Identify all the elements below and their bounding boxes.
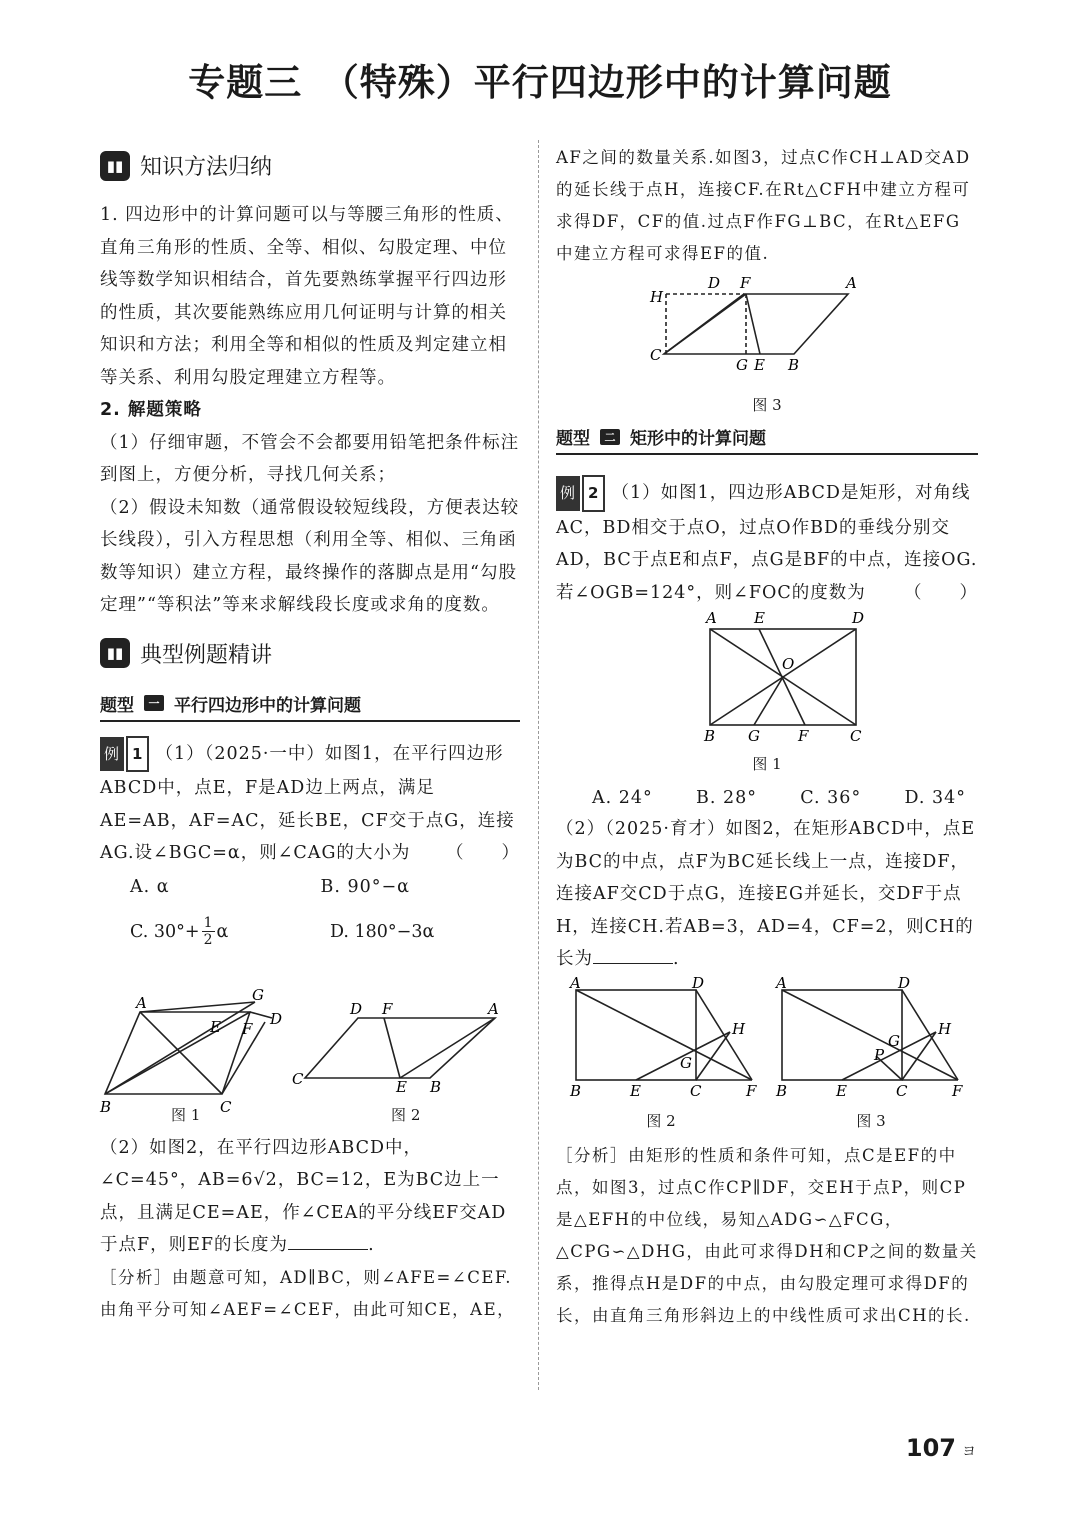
example-2-analysis: ［分析］由矩形的性质和条件可知，点C是EF的中点，如图3，过点C作CP∥DF，交EH于点P，则CP是△EFH的中位线，易知△ADG∽△FCG，△CPG∽△DHG，由此可求得DH和CP之间的数量关系，推得点H是DF的中点，由勾股定理可求得DF的长，由直角三角形斜边上的中线性质可求出CH的长.	[556, 1145, 978, 1325]
svg-text:B: B	[100, 1097, 112, 1116]
svg-text:D: D	[270, 1009, 283, 1028]
svg-text:C: C	[292, 1069, 304, 1088]
svg-text:G: G	[252, 985, 264, 1004]
example-1-choices-ab	[100, 870, 410, 904]
parallelogram-figure-2	[305, 1018, 495, 1078]
svg-text:E: E	[754, 609, 765, 627]
strategy-2: （2）假设未知数（通常假设较短线段，方便表达较长线段），引入方程思想（利用全等、相似、三角函数等知识）建立方程，最终操作的落脚点是用“勾股定理”“等积法”等来求解线段长度或求角的度数。	[100, 497, 520, 615]
svg-text:F: F	[952, 1081, 963, 1100]
example-1-q1: 例 1 （1）（2025·一中）如图1，在平行四边形ABCD中，点E，F是AD边上两点，满足AE=AB，AF=AC，延长BE，CF交于点G，连接AG.设∠BGC=α，则∠CAG的大小为 （ ）	[100, 736, 520, 870]
svg-text:B: B	[788, 356, 800, 374]
svg-text:F: F	[242, 1019, 253, 1038]
choice-c: C. 36°	[800, 788, 862, 808]
type-1-badge: 一	[144, 695, 164, 711]
choice-c: C. 30°+ $\frac{1}{2}$ α	[130, 915, 229, 948]
page-number-mark: ヨ	[962, 1444, 976, 1460]
svg-text:G: G	[748, 727, 760, 745]
svg-text:F: F	[382, 999, 393, 1018]
fig-2-caption: 图 2	[391, 1105, 421, 1124]
book-icon: ▮▮	[100, 638, 130, 668]
type-1-bar	[100, 691, 520, 722]
example-1-choices-cd	[100, 904, 520, 960]
svg-text:D: D	[898, 973, 911, 992]
svg-text:H: H	[938, 1019, 952, 1038]
svg-text:E: E	[836, 1081, 847, 1100]
svg-text:H: H	[732, 1019, 746, 1038]
section-knowledge-label: 知识方法归纳	[140, 155, 273, 180]
page-title: 专题三 （特殊）平行四边形中的计算问题	[188, 61, 892, 104]
fig-3-caption: 图 3	[856, 1111, 886, 1130]
svg-text:C: C	[850, 727, 862, 745]
svg-text:G: G	[736, 356, 748, 374]
knowledge-point-2-heading: 2. 解题策略	[100, 400, 202, 420]
type-2-badge: 二	[600, 429, 620, 445]
svg-text:E: E	[754, 356, 765, 374]
example-2-q2: （2）（2025·育才）如图2，在矩形ABCD中，点E为BC的中点，点F为BC延长线上一点，连接DF，连接AF交CD于点G，连接EG并延长，交DF于点H，连接CH.若AB=3，AD=4，CF=2，则CH的长为 .	[556, 819, 976, 969]
type-1-label: 平行四边形中的计算问题	[174, 695, 361, 716]
section-examples-label: 典型例题精讲	[140, 642, 273, 668]
svg-text:B: B	[430, 1077, 442, 1096]
svg-text:D: D	[692, 973, 705, 992]
svg-text:B: B	[776, 1081, 788, 1100]
strategy-1: （1）仔细审题，不管会不会都要用铅笔把条件标注到图上，方便分析，寻找几何关系；	[100, 432, 520, 485]
example-1-badge: 例 1	[100, 736, 149, 773]
example-1-q2: （2）如图2，在平行四边形ABCD中，∠C=45°，AB=6√2，BC=12，E为BC边上一点，且满足CE=AE，作∠CEA的平分线EF交AD于点F，则EF的长度为 .	[100, 1137, 507, 1255]
page-number: 107	[905, 1434, 956, 1462]
example-1-fig-3-caption: 图 3	[752, 396, 782, 414]
parallelogram-figure-1	[105, 1002, 272, 1094]
svg-text:G: G	[680, 1053, 692, 1072]
svg-text:C: C	[650, 346, 662, 364]
book-icon: ▮▮	[100, 151, 130, 181]
answer-blank	[593, 946, 673, 965]
left-column	[100, 150, 520, 1326]
svg-text:F: F	[746, 1081, 757, 1100]
svg-text:A: A	[488, 999, 499, 1018]
choice-b: B. 90°−α	[320, 876, 410, 897]
type-2-label: 矩形中的计算问题	[630, 429, 766, 449]
example-2-fig-captions	[556, 1110, 978, 1140]
column-divider	[538, 140, 539, 1390]
svg-text:B: B	[570, 1081, 582, 1100]
knowledge-point-1: 1. 四边形中的计算问题可以与等腰三角形的性质、直角三角形的性质、全等、相似、勾股定理、中位线等数学知识相结合，首先要熟练掌握平行四边形的性质，其次要能熟练应用几何证明与计算的相关知识和方法；利用全等和相似的性质及判定建立相等关系、利用勾股定理建立方程等。	[100, 205, 514, 388]
example-1-fig-captions	[100, 1104, 520, 1132]
svg-text:A: A	[706, 609, 717, 627]
svg-text:E: E	[630, 1081, 641, 1100]
choice-b: B. 28°	[696, 788, 758, 808]
example-2-choices	[556, 783, 978, 813]
section-examples-heading	[100, 638, 520, 669]
svg-text:E: E	[396, 1077, 407, 1096]
answer-paren: （ ）	[446, 843, 520, 863]
svg-text:C: C	[220, 1097, 232, 1116]
svg-text:E: E	[210, 1017, 221, 1036]
svg-text:F: F	[798, 727, 809, 745]
svg-text:D: D	[350, 999, 363, 1018]
section-knowledge-heading	[100, 150, 520, 181]
svg-text:A: A	[136, 993, 147, 1012]
svg-text:C: C	[896, 1081, 908, 1100]
svg-text:F: F	[740, 274, 751, 292]
example-1-analysis-left: ［分析］由题意可知，AD∥BC，则∠AFE=∠CEF.由角平分可知∠AEF=∠CEF，由此可知CE，AE，	[100, 1267, 516, 1319]
example-2-figure-1	[556, 609, 978, 749]
type-2-prefix: 题型	[556, 429, 590, 449]
answer-paren: （ ）	[904, 582, 978, 603]
type-2-bar	[556, 424, 978, 455]
example-1-figure-3	[556, 270, 978, 390]
svg-text:H: H	[650, 288, 664, 306]
example-2-figures-2-3	[556, 973, 978, 1106]
answer-blank	[288, 1232, 368, 1251]
page-footer	[906, 1434, 976, 1462]
example-2-badge: 例 2	[556, 475, 605, 512]
example-1-analysis-right: AF之间的数量关系.如图3，过点C作CH⊥AD交AD的延长线于点H，连接CF.在Rt△CFH中建立方程可求得DF，CF的值.过点F作FG⊥BC，在Rt△EFG中建立方程可求得EF的值.	[556, 148, 971, 263]
svg-text:A: A	[570, 973, 581, 992]
right-column	[556, 142, 978, 1332]
example-2-fig-1-caption: 图 1	[752, 755, 782, 773]
figure-2-labels	[292, 1000, 499, 1096]
svg-text:D: D	[708, 274, 721, 292]
svg-text:D: D	[852, 609, 865, 627]
svg-text:P: P	[874, 1045, 885, 1064]
fig-1-caption: 图 1	[171, 1105, 201, 1124]
svg-text:C: C	[690, 1081, 702, 1100]
svg-text:G: G	[888, 1031, 900, 1050]
example-2-q1: 例 2 （1）如图1，四边形ABCD是矩形，对角线AC，BD相交于点O，过点O作BD的垂线分别交AD，BC于点E和点F，点G是BF的中点，连接OG.若∠OGB=124°，则∠FOC的度数为 （ ）	[556, 475, 978, 609]
svg-text:B: B	[704, 727, 716, 745]
svg-text:O: O	[782, 655, 795, 673]
type-1-prefix: 题型	[100, 695, 134, 716]
choice-a: A. 24°	[592, 788, 653, 808]
svg-text:A: A	[776, 973, 787, 992]
fig-2-caption: 图 2	[646, 1111, 676, 1130]
svg-text:A: A	[846, 274, 857, 292]
choice-d: D. 34°	[904, 788, 966, 808]
figure-1-labels	[99, 986, 282, 1116]
choice-d: D. 180°−3α	[330, 921, 435, 942]
choice-a: A. α	[130, 876, 170, 897]
